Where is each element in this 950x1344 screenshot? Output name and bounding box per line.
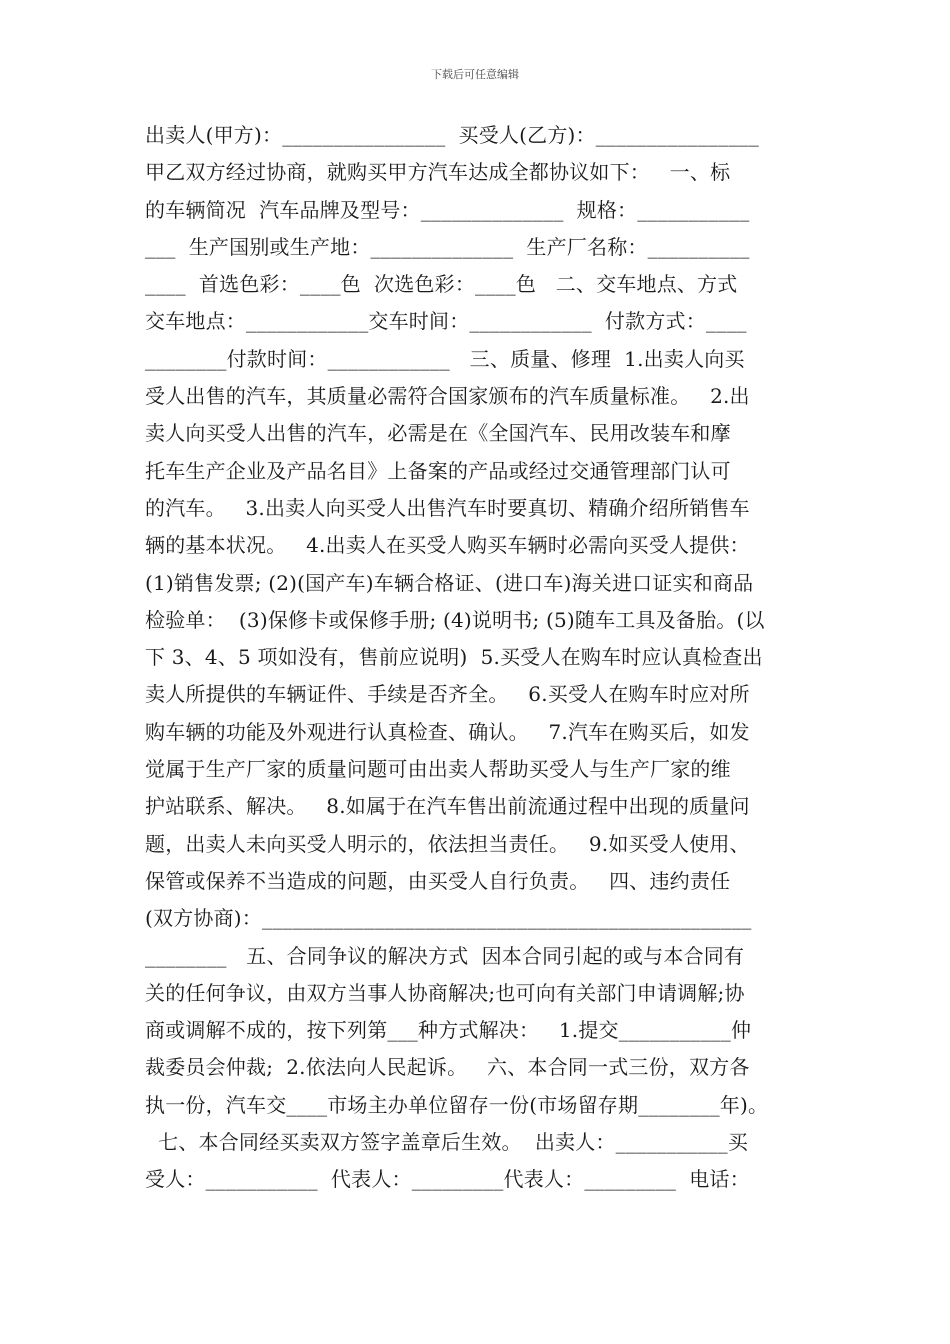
text-line: ____ 首选色彩：____色 次选色彩：____色 二、交车地点、方式	[145, 272, 738, 297]
text-line: 检验单： (3)保修卡或保修手册; (4)说明书; (5)随车工具及备胎。(以	[145, 607, 765, 632]
text-line: 卖人向买受人出售的汽车，必需是在《全国汽车、民用改装车和摩	[145, 421, 731, 446]
text-line: 裁委员会仲裁; 2.依法向人民起诉。 六、本合同一式三份，双方各	[145, 1055, 750, 1080]
text-line: 的车辆简况 汽车品牌及型号：______________ 规格：___________	[145, 197, 750, 222]
contract-body	[145, 117, 810, 1199]
text-line: 交车地点：____________交车时间：____________ 付款方式：____	[145, 309, 747, 334]
text-line: 保管或保养不当造成的问题，由买受人自行负责。 四、违约责任	[145, 868, 731, 893]
text-line: 题，出卖人未向买受人明示的，依法担当责任。 9.如买受人使用、	[145, 831, 750, 856]
text-line: ___ 生产国别或生产地：______________ 生产厂名称：__________	[145, 234, 750, 259]
text-line: 下 3、4、5 项如没有，售前应说明) 5.买受人在购车时应认真检查出	[145, 645, 763, 670]
text-line: 受人：___________ 代表人：_________代表人：_________ 电话：	[145, 1167, 750, 1192]
text-line: 关的任何争议，由双方当事人协商解决;也可向有关部门申请调解;协	[145, 980, 745, 1005]
text-line: 受人出售的汽车，其质量必需符合国家颁布的汽车质量标准。 2.出	[145, 384, 750, 409]
text-line: 执一份，汽车交____市场主办单位留存一份(市场留存期________年)。	[145, 1092, 769, 1117]
text-line: 卖人所提供的车辆证件、手续是否齐全。 6.买受人在购车时应对所	[145, 682, 750, 707]
text-line: ________ 五、合同争议的解决方式 因本合同引起的或与本合同有	[145, 943, 745, 968]
text-line: 七、本合同经买卖双方签字盖章后生效。 出卖人：___________买	[145, 1130, 749, 1155]
text-line: 购车辆的功能及外观进行认真检查、确认。 7.汽车在购买后，如发	[145, 719, 750, 744]
text-line: ________付款时间：____________ 三、质量、修理 1.出卖人向买	[145, 346, 745, 371]
text-line: (1)销售发票; (2)(国产车)车辆合格证、(进口车)海关进口证实和商品	[145, 570, 754, 595]
text-line: 觉属于生产厂家的质量问题可由出卖人帮助买受人与生产厂家的维	[145, 757, 731, 782]
text-line: 托车生产企业及产品名目》上备案的产品或经过交通管理部门认可	[145, 458, 731, 483]
text-line: 出卖人(甲方)：________________ 买受人(乙方)：________________	[145, 123, 759, 147]
text-line: 的汽车。 3.出卖人向买受人出售汽车时要真切、精确介绍所销售车	[145, 495, 750, 520]
text-line: 辆的基本状况。 4.出卖人在买受人购买车辆时必需向买受人提供：	[145, 533, 750, 558]
text-line: 商或调解不成的，按下列第___种方式解决： 1.提交___________仲	[145, 1018, 752, 1043]
text-line: 甲乙双方经过协商，就购买甲方汽车达成全都协议如下： 一、标	[145, 160, 731, 185]
text-line: 护站联系、解决。 8.如属于在汽车售出前流通过程中出现的质量问	[145, 794, 750, 819]
page-header: 下载后可任意编辑	[431, 68, 519, 81]
text-line: (双方协商)：________________________________________________	[145, 906, 752, 931]
